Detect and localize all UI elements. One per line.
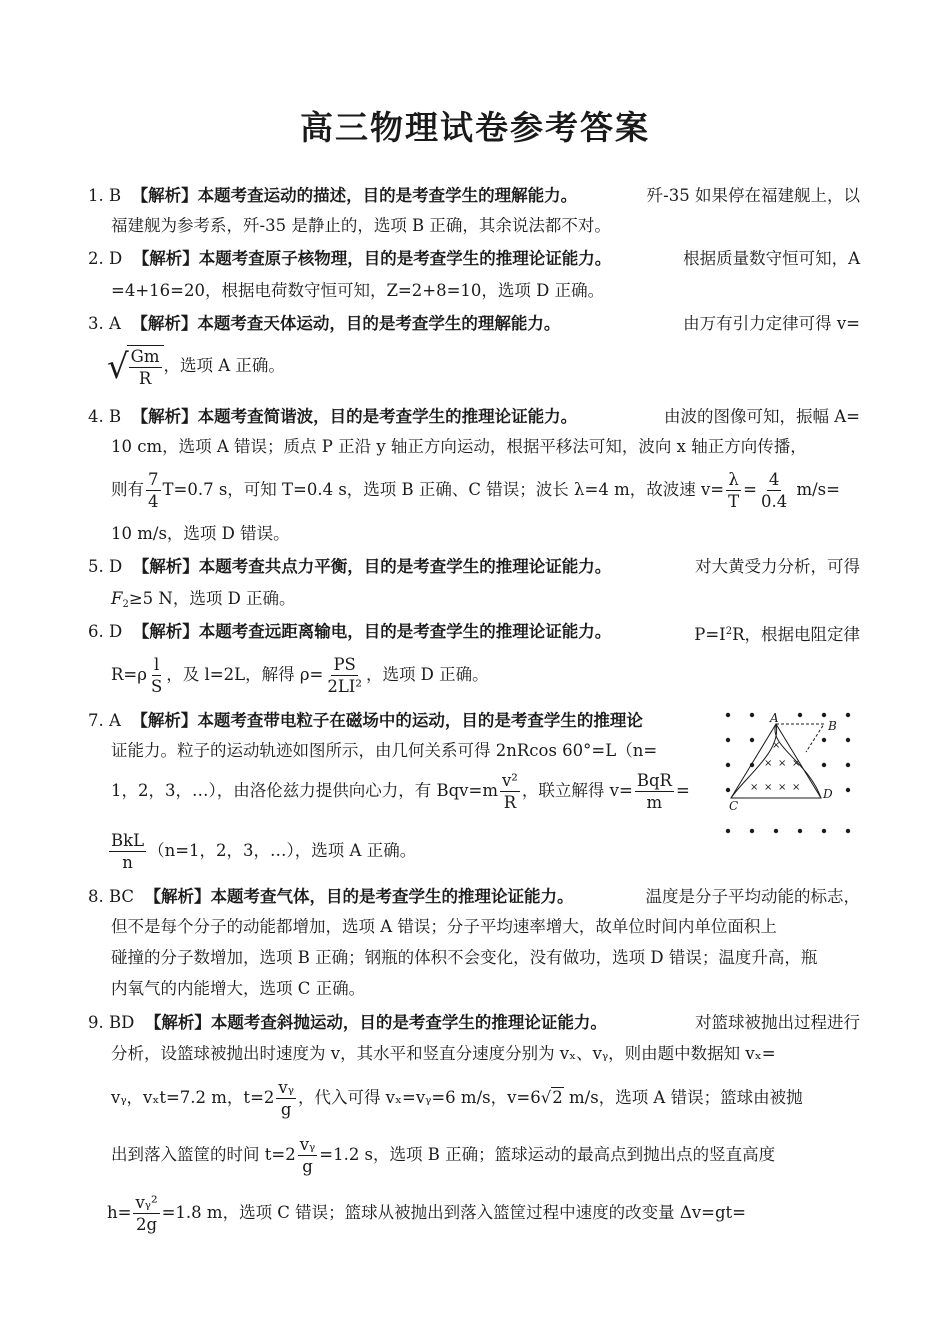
q6-text-1b: R，根据电阻定律 bbox=[732, 625, 860, 644]
svg-text:×: × bbox=[792, 758, 801, 769]
q7-number: 7. A bbox=[88, 711, 121, 730]
q6-analysis-tag: 【解析】本题考查远距离输电，目的是考查学生的推理论证能力。 bbox=[132, 622, 612, 641]
q4-text-3b: T=0.7 s，可知 T=0.4 s，选项 B 正确、C 错误；波长 λ=4 m，故波速 v= bbox=[162, 480, 725, 499]
q1-analysis-tag: 【解析】本题考查运动的描述，目的是考查学生的理解能力。 bbox=[131, 186, 578, 205]
q9-frac3-num: vᵧ² bbox=[135, 1193, 158, 1212]
q7-line-3 bbox=[111, 768, 690, 814]
q3-line-1 bbox=[88, 313, 860, 335]
q9-text-3a: vᵧ，vₓt=7.2 m，t=2 bbox=[111, 1088, 275, 1107]
q7-analysis-tag: 【解析】本题考查带电粒子在磁场中的运动，目的是考查学生的推理论 bbox=[131, 711, 643, 730]
q3-analysis-tag: 【解析】本题考查天体运动，目的是考查学生的理解能力。 bbox=[131, 314, 561, 333]
q9-number: 9. BD bbox=[88, 1013, 135, 1032]
q3-text: 由万有引力定律可得 v= bbox=[683, 314, 860, 333]
q4-line-3 bbox=[111, 467, 840, 513]
q8-line-2: 但不是每个分子的动能都增加，选项 A 错误；分子平均速率增大，故单位时间内单位面积上 bbox=[111, 917, 777, 936]
q9-fraction-vy-g bbox=[276, 1077, 296, 1120]
q7-frac2-den: m bbox=[646, 793, 663, 812]
q5-text: 对大黄受力分析，可得 bbox=[695, 557, 860, 576]
q7-line-2: 证能力。粒子的运动轨迹如图所示，由几何关系可得 2nRcos 60°=L（n= bbox=[111, 741, 658, 760]
q4-frac2-num: λ bbox=[728, 470, 739, 489]
q6-frac1-den: S bbox=[150, 677, 163, 696]
svg-text:×: × bbox=[778, 758, 787, 769]
q4-frac1-num: 7 bbox=[148, 470, 159, 489]
q9-line-5 bbox=[107, 1190, 746, 1236]
q6-frac2-den: 2LI² bbox=[327, 677, 362, 696]
q7-frac3-den: n bbox=[122, 853, 133, 872]
q1-line-1 bbox=[88, 185, 860, 207]
label-d: D bbox=[823, 787, 833, 801]
label-a: A bbox=[770, 711, 779, 725]
q1-text: 歼-35 如果停在福建舰上，以 bbox=[646, 186, 860, 205]
q8-line-1 bbox=[88, 886, 860, 908]
q3-number: 3. A bbox=[88, 314, 121, 333]
q2-text: 根据质量数守恒可知，A bbox=[683, 249, 860, 268]
svg-text:×: × bbox=[764, 782, 773, 793]
q9-text-5a: h= bbox=[107, 1203, 132, 1222]
q2-line-1 bbox=[88, 248, 860, 270]
q4-line-1 bbox=[88, 406, 860, 428]
q7-line-1 bbox=[88, 710, 643, 732]
q4-fraction-7-4 bbox=[146, 469, 161, 512]
q9-analysis-tag: 【解析】本题考查斜抛运动，目的是考查学生的推理论证能力。 bbox=[144, 1013, 607, 1032]
q9-frac2-num: vᵧ bbox=[299, 1135, 316, 1154]
q3-line-2 bbox=[107, 344, 285, 389]
q1-number: 1. B bbox=[88, 186, 122, 205]
q6-text-1a: P=I bbox=[694, 625, 726, 644]
q7-text-3c: = bbox=[675, 781, 690, 800]
q8-text: 温度是分子平均动能的标志， bbox=[645, 887, 860, 906]
page-title: 高三物理试卷参考答案 bbox=[300, 108, 650, 147]
q4-frac1-den: 4 bbox=[148, 492, 159, 511]
label-c: C bbox=[729, 799, 739, 813]
q6-fraction-l-s bbox=[149, 654, 164, 697]
q6-frac2-num: PS bbox=[333, 655, 356, 674]
q1-line-2: 福建舰为参考系，歼-35 是静止的，选项 B 正确，其余说法都不对。 bbox=[111, 216, 611, 235]
q7-magnetic-field-figure bbox=[716, 706, 864, 838]
q9-text-3c: m/s，选项 A 错误；篮球由被抛 bbox=[569, 1088, 803, 1107]
svg-text:×: × bbox=[792, 782, 801, 793]
q5-line-1 bbox=[88, 556, 860, 578]
q8-analysis-tag: 【解析】本题考查气体，目的是考查学生的推理论证能力。 bbox=[144, 887, 574, 906]
q3-sqrt-numerator: Gm bbox=[130, 346, 160, 366]
q5-text-2: ≥5 N，选项 D 正确。 bbox=[128, 589, 296, 608]
q6-text-2b: ，及 l=2L，解得 ρ= bbox=[166, 665, 324, 684]
q9-text: 对篮球被抛出过程进行 bbox=[695, 1013, 860, 1032]
q9-text-4a: 出到落入篮筐的时间 t=2 bbox=[111, 1145, 296, 1164]
q2-analysis-tag: 【解析】本题考查原子核物理，目的是考查学生的推理论证能力。 bbox=[132, 249, 612, 268]
q6-text-2a: R=ρ bbox=[111, 665, 147, 684]
q6-frac1-num: l bbox=[153, 655, 160, 674]
q9-frac1-num: vᵧ bbox=[278, 1078, 294, 1097]
q7-fraction-bkl-n bbox=[109, 830, 146, 873]
q7-text-4: （n=1，2，3，…），选项 A 正确。 bbox=[148, 841, 417, 860]
svg-text:×: × bbox=[750, 782, 759, 793]
q7-fraction-v2-r bbox=[500, 770, 520, 813]
q9-text-3b: ，代入可得 vₓ=vᵧ=6 m/s，v=6 bbox=[297, 1088, 541, 1107]
q5-f: F bbox=[111, 589, 123, 608]
q7-frac1-den: R bbox=[503, 793, 517, 812]
q4-analysis-tag: 【解析】本题考查简谐波，目的是考查学生的推理论证能力。 bbox=[131, 407, 578, 426]
q4-fraction-lambda-t bbox=[726, 469, 741, 512]
q5-line-2 bbox=[111, 588, 296, 616]
q6-sup: 2 bbox=[725, 626, 733, 637]
q2-number: 2. D bbox=[88, 249, 123, 268]
q4-fraction-4-04 bbox=[759, 469, 789, 512]
q4-frac2-den: T bbox=[728, 492, 740, 511]
q4-text-3c: = bbox=[743, 480, 757, 499]
q7-frac2-num: BqR bbox=[636, 771, 672, 790]
q4-frac3-den: 0.4 bbox=[760, 492, 788, 511]
q9-line-4 bbox=[111, 1132, 775, 1178]
q6-number: 6. D bbox=[88, 622, 123, 641]
q6-line-2 bbox=[111, 652, 489, 698]
q4-number: 4. B bbox=[88, 407, 122, 426]
q3-sqrt: √ $\frac{Gm}{R}$ bbox=[107, 345, 164, 389]
q5-f-sub: 2 bbox=[122, 599, 129, 610]
q3-text-2: ，选项 A 正确。 bbox=[163, 356, 285, 375]
q9-text-4b: =1.2 s，选项 B 正确；篮球运动的最高点到抛出点的竖直高度 bbox=[319, 1145, 776, 1164]
q6-text-2c: ，选项 D 正确。 bbox=[365, 665, 489, 684]
q9-root-2: 2 bbox=[552, 1088, 563, 1107]
q5-number: 5. D bbox=[88, 557, 123, 576]
q9-line-2: 分析，设篮球被抛出时速度为 v，其水平和竖直分速度分别为 vₓ、vᵧ，则由题中数据知 vₓ= bbox=[111, 1044, 776, 1063]
q4-line-2: 10 cm，选项 A 错误；质点 P 正沿 y 轴正方向运动，根据平移法可知，波向 x 轴正方向传播， bbox=[111, 437, 807, 456]
label-b: B bbox=[828, 719, 837, 733]
q7-text-3b: ，联立解得 v= bbox=[521, 781, 633, 800]
q2-line-2: =4+16=20，根据电荷数守恒可知，Z=2+8=10，选项 D 正确。 bbox=[111, 281, 605, 300]
q5-analysis-tag: 【解析】本题考查共点力平衡，目的是考查学生的推理论证能力。 bbox=[132, 557, 612, 576]
q9-line-3: vᵧ，vₓt=7.2 m，t=2 $\frac{\text{vᵧ}}{g}$ ，代入可得 vₓ=vᵧ=6 m/s，v=6√2 m/s，选项 A 错误；篮球由被抛 bbox=[111, 1078, 803, 1119]
q9-line-1 bbox=[88, 1012, 860, 1034]
q7-text-3a: 1，2，3，…），由洛伦兹力提供向心力，有 Bqv=m bbox=[111, 781, 498, 800]
q9-frac1-den: g bbox=[280, 1100, 292, 1119]
q4-text-3a: 则有 bbox=[111, 480, 144, 499]
q8-number: 8. BC bbox=[88, 887, 135, 906]
svg-text:×: × bbox=[778, 782, 787, 793]
q7-frac3-num: BkL bbox=[111, 831, 145, 850]
q7-fraction-bqr-m bbox=[635, 770, 674, 813]
q9-fraction-vy-g-2 bbox=[298, 1134, 318, 1177]
q6-fraction-ps bbox=[325, 654, 364, 697]
svg-text:×: × bbox=[764, 758, 773, 769]
q4-line-4: 10 m/s，选项 D 错误。 bbox=[111, 524, 290, 543]
q6-line-1 bbox=[88, 621, 860, 646]
q9-frac3-den: 2g bbox=[136, 1215, 158, 1234]
q8-line-3: 碰撞的分子数增加，选项 B 正确；钢瓶的体积不会变化，没有做功，选项 D 错误；温度升高，瓶 bbox=[111, 948, 818, 967]
q7-line-4 bbox=[107, 828, 416, 874]
q3-sqrt-denominator: R bbox=[138, 368, 152, 388]
q4-text-3d: m/s= bbox=[796, 480, 840, 499]
q8-line-4: 内氧气的内能增大，选项 C 正确。 bbox=[111, 979, 366, 998]
q9-fraction-vy2-2g bbox=[133, 1192, 159, 1235]
q9-text-5b: =1.8 m，选项 C 错误；篮球从被抛出到落入篮筐过程中速度的改变量 Δv=gt= bbox=[161, 1203, 747, 1222]
q9-frac2-den: g bbox=[302, 1157, 313, 1176]
q4-frac3-num: 4 bbox=[768, 470, 780, 489]
q4-text: 由波的图像可知，振幅 A= bbox=[664, 407, 860, 426]
q7-frac1-num: v² bbox=[501, 771, 518, 790]
svg-text:×: × bbox=[772, 740, 781, 751]
